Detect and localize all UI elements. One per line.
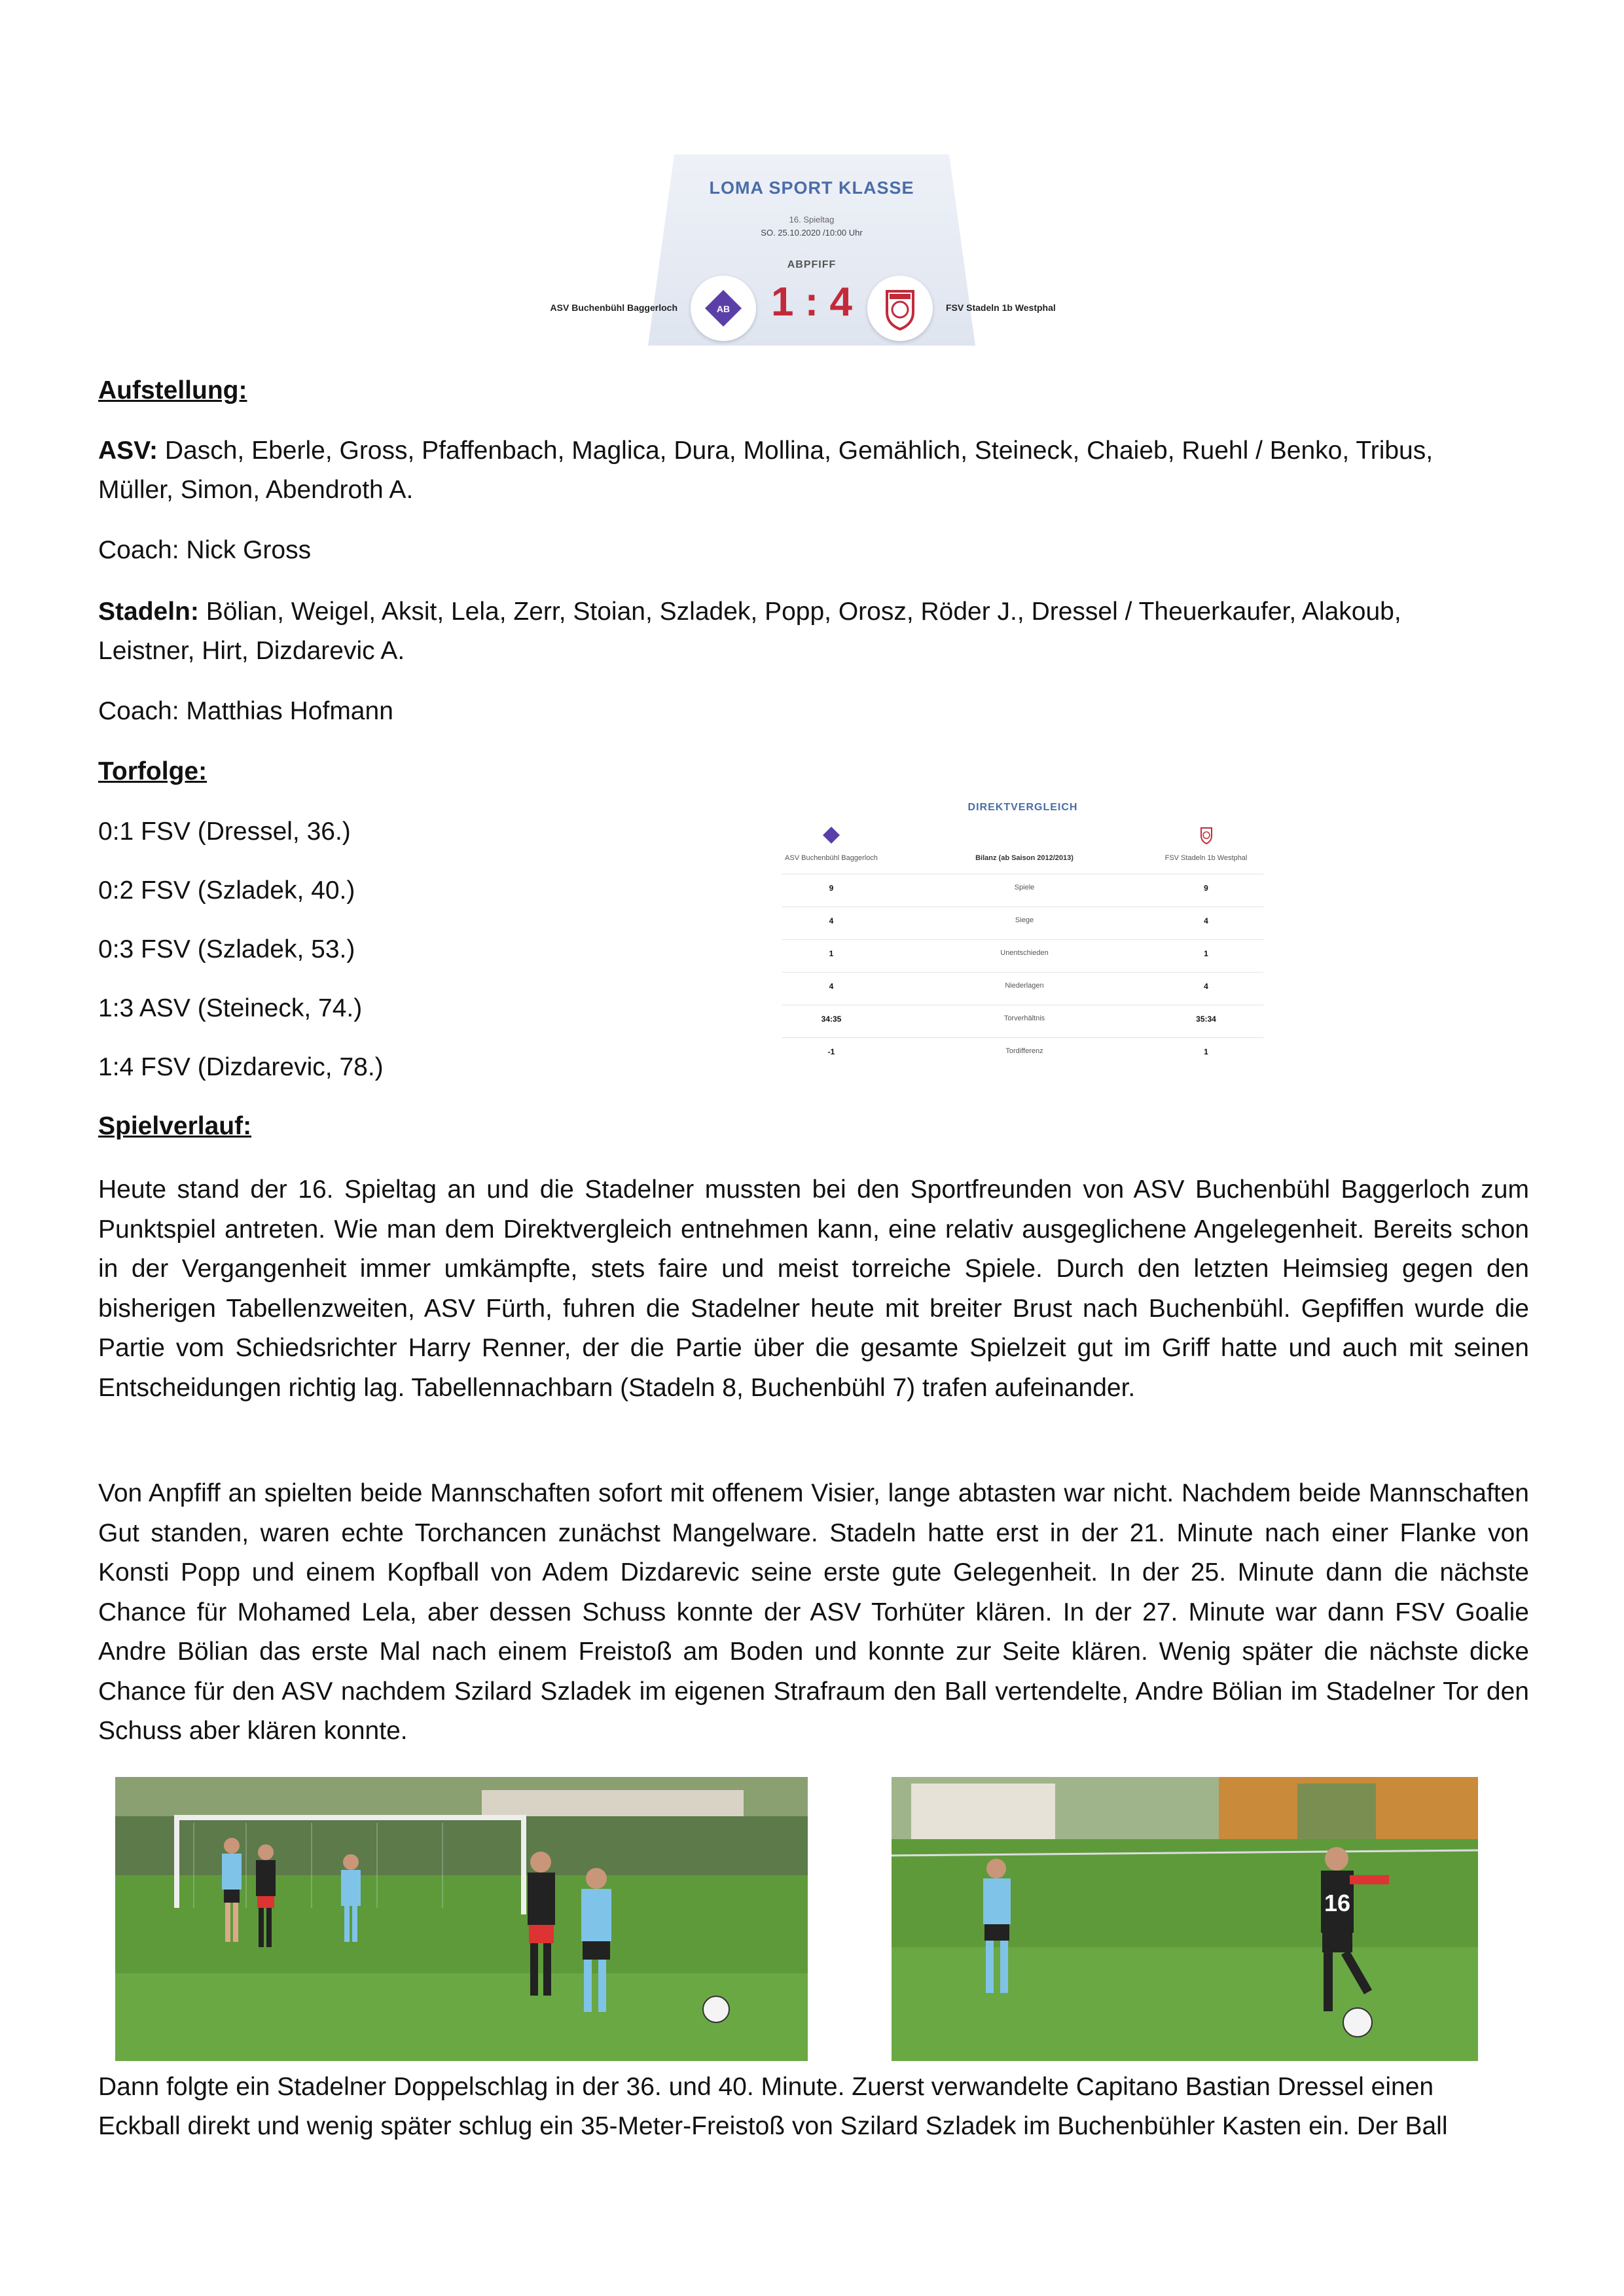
- comparison-row: 1 Unentschieden 1: [782, 939, 1263, 973]
- comparison-title: DIREKTVERGLEICH: [967, 802, 1078, 813]
- goal-item: 0:1 FSV (Dressel, 36.): [98, 817, 351, 846]
- stadeln-lineup-line1: [98, 592, 1401, 632]
- report-paragraph-3-line2: Eckball direkt und wenig später schlug ein 35-Meter-Freistoß von Szilard Szladek im Buchenbühler Kasten ein. Der Ball: [98, 2112, 1448, 2140]
- report-heading: Spielverlauf:: [98, 1112, 252, 1140]
- goal-item: 0:2 FSV (Szladek, 40.): [98, 876, 355, 905]
- report-paragraph-2: Von Anpfiff an spielten beide Mannschaften sofort mit offenem Visier, lange abtasten war nicht. Nachdem beide Mannschaften Gut standen, waren echte Torchancen zunächst Mangelware. Stadeln hatte erst in der 21. Minute nach einer Flanke von Konsti Popp und einem Kopfball von Adem Dizdarevic seine erste gute Gelegenheit. In der 25. Minute dann die nächste Chance für Mohamed Lela, aber dessen Schuss konnte der ASV Torhüter klären. In der 27. Minute war dann FSV Goalie Andre Bölian das erste Mal nach einem Freistoß am Boden und konnte zur Seite klären. Wenig später die nächste dicke Chance für den ASV nachdem Szilard Szladek im eigenen Strafraum den Ball vertendelte, Andre Bölian im Stadelner Tor den Schuss aber klären konnte.: [98, 1479, 1529, 1745]
- comparison-row: 34:35 Torverhältnis 35:34: [782, 1005, 1263, 1038]
- stadeln-players: Bölian, Weigel, Aksit, Lela, Zerr, Stoian, Szladek, Popp, Orosz, Röder J., Dressel / Theuerkaufer, Alakoub,: [198, 598, 1401, 626]
- score-banner: [537, 154, 1087, 346]
- comparison-row: 4 Siege 4: [782, 906, 1263, 940]
- comparison-row: 9 Spiele 9: [782, 874, 1263, 907]
- report-paragraph-3-line1: Dann folgte ein Stadelner Doppelschlag in der 36. und 40. Minute. Zuerst verwandelte Capitano Bastian Dressel einen: [98, 2073, 1434, 2101]
- match-photo-1: [115, 1777, 808, 2061]
- league-title: LOMA SPORT KLASSE: [709, 178, 914, 198]
- comparison-row: 4 Niederlagen 4: [782, 972, 1263, 1005]
- asv-players: Dasch, Eberle, Gross, Pfaffenbach, Maglica, Dura, Mollina, Gemählich, Steineck, Chaieb, Ruehl / Benko, Tribus,: [158, 437, 1434, 465]
- comparison-period: Bilanz (ab Saison 2012/2013): [975, 854, 1074, 862]
- match-status: ABPFIFF: [787, 259, 837, 270]
- goal-item: 1:4 FSV (Dizdarevic, 78.): [98, 1053, 384, 1081]
- goals-heading: Torfolge:: [98, 757, 208, 785]
- matchday: 16. Spieltag: [789, 215, 835, 224]
- home-diamond-icon: [821, 825, 841, 848]
- asv-label: ASV:: [98, 437, 158, 465]
- home-team-name: ASV Buchenbühl Baggerloch: [550, 302, 677, 313]
- home-crest-letters: AB: [716, 304, 731, 314]
- home-crest-icon: [691, 276, 756, 341]
- final-score: 1 : 4: [770, 279, 853, 325]
- report-paragraph-1: Heute stand der 16. Spieltag an und die Stadelner mussten bei den Sportfreunden von ASV Buchenbühl Baggerloch zum Punktspiel antreten. Wie man dem Direktvergleich entnehmen kann, eine relativ ausgeglichene Angelegenheit. Bereits schon in der Vergangenheit immer umkämpfte, stets faire und meist torreiche Spiele. Durch den letzten Heimsieg gegen den bisherigen Tabellenzweiten, ASV Fürth, fuhren die Stadelner heute mit breiter Brust nach Buchenbühl. Gepfiffen wurde die Partie vom Schiedsrichter Harry Renner, der die Partie über die gesamte Spielzeit gut im Griff hatte und auch mit seinen Entscheidungen richtig lag. Tabellennachbarn (Stadeln 8, Buchenbühl 7) trafen aufeinander.: [98, 1175, 1529, 1402]
- comparison-away-team: FSV Stadeln 1b Westphal: [1164, 854, 1248, 862]
- match-photo-2: [892, 1777, 1478, 2061]
- goal-item: 1:3 ASV (Steineck, 74.): [98, 994, 363, 1022]
- stadeln-label: Stadeln:: [98, 598, 199, 626]
- stadeln-coach: Coach: Matthias Hofmann: [98, 697, 393, 725]
- asv-lineup-line1: [98, 431, 1433, 471]
- away-team-name: FSV Stadeln 1b Westphal: [946, 302, 1056, 313]
- comparison-row: -1 Tordifferenz 1: [782, 1037, 1263, 1071]
- asv-lineup-line2: Müller, Simon, Abendroth A.: [98, 476, 414, 504]
- comparison-home-team: ASV Buchenbühl Baggerloch: [785, 854, 878, 862]
- goal-item: 0:3 FSV (Szladek, 53.): [98, 935, 355, 963]
- asv-coach: Coach: Nick Gross: [98, 536, 312, 564]
- away-crest-small-icon: [1197, 825, 1216, 848]
- direct-comparison-table: [782, 802, 1263, 1064]
- stadeln-lineup-line2: Leistner, Hirt, Dizdarevic A.: [98, 637, 405, 665]
- lineup-heading: Aufstellung:: [98, 376, 247, 404]
- match-datetime: SO. 25.10.2020 /10:00 Uhr: [761, 228, 863, 238]
- away-crest-icon: [867, 276, 933, 341]
- jersey-number: 16: [1324, 1890, 1351, 1916]
